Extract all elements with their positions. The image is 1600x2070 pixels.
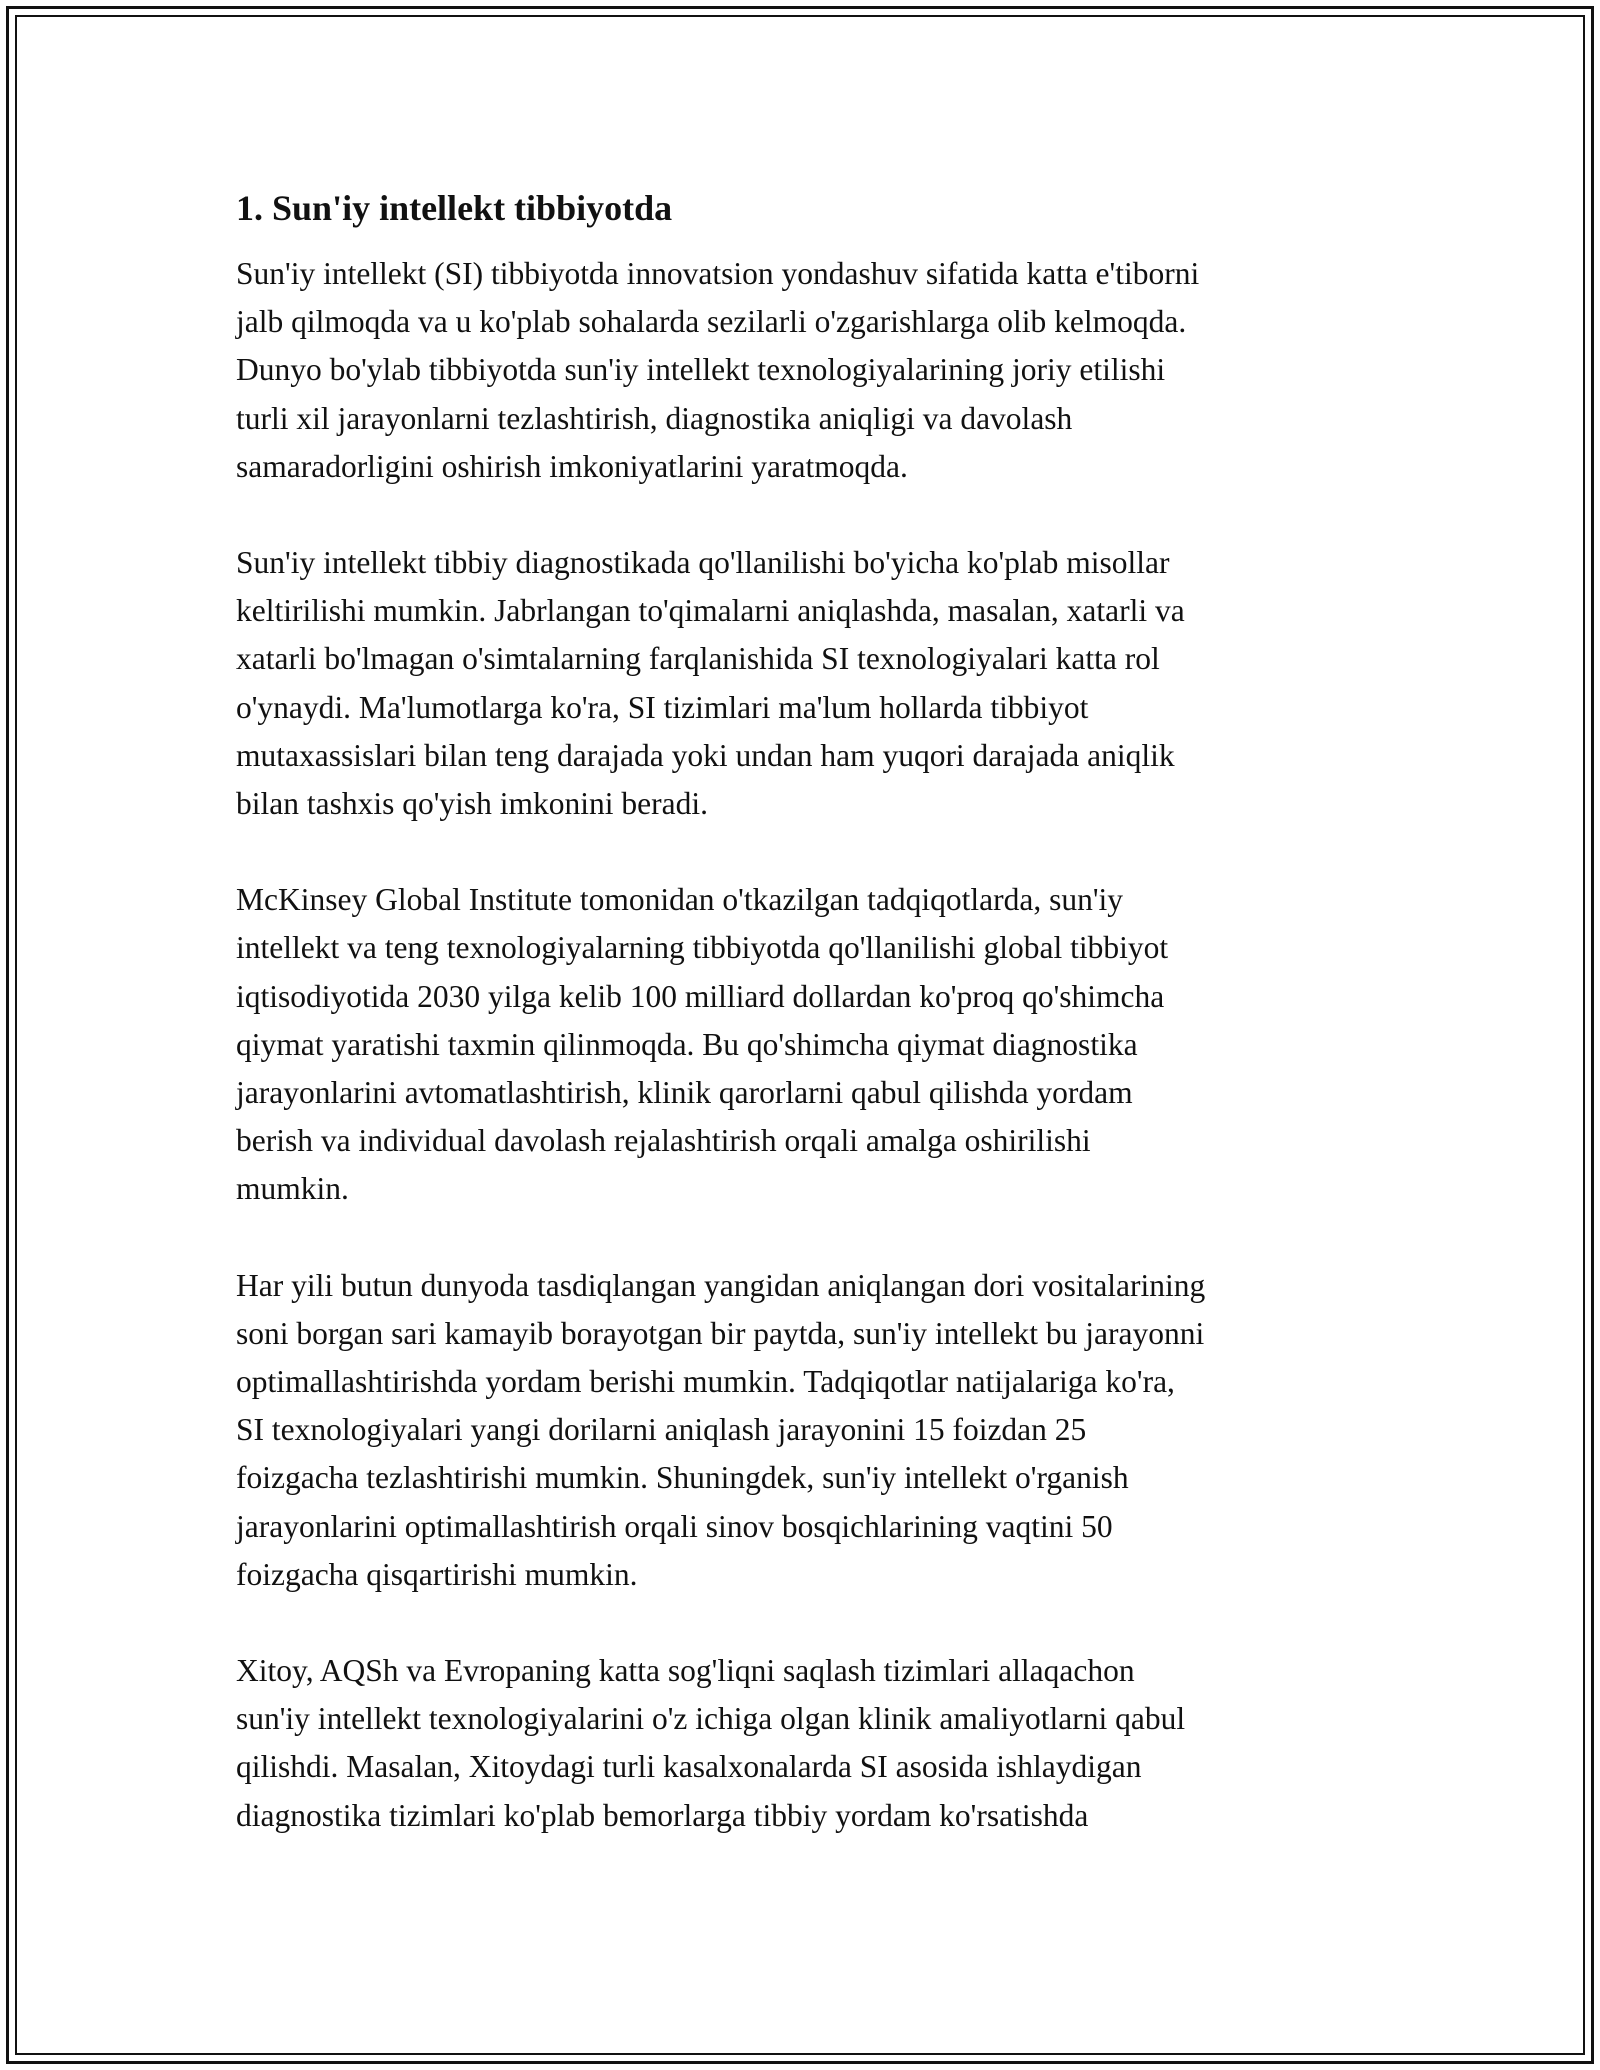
text-line: xatarli bo'lmagan o'simtalarning farqlanishida SI texnologiyalari katta rol [236, 641, 1160, 677]
text-line: Xitoy, AQSh va Evropaning katta sog'liqni saqlash tizimlari allaqachon [236, 1653, 1135, 1689]
text-line: sun'iy intellekt texnologiyalarini o'z ichiga olgan klinik amaliyotlarni qabul [236, 1701, 1186, 1737]
text-line: intellekt va teng texnologiyalarning tibbiyotda qo'llanilishi global tibbiyot [236, 930, 1169, 966]
text-line: jalb qilmoqda va u ko'plab sohalarda sezilarli o'zgarishlarga olib kelmoqda. [236, 304, 1187, 340]
document-body [236, 186, 1386, 1888]
text-line: berish va individual davolash rejalashtirish orqali amalga oshirilishi [236, 1123, 1091, 1159]
text-line: samaradorligini oshirish imkoniyatlarini yaratmoqda. [236, 448, 908, 484]
text-line: jarayonlarini avtomatlashtirish, klinik qarorlarni qabul qilishda yordam [236, 1075, 1133, 1111]
text-line: o'ynaydi. Ma'lumotlarga ko'ra, SI tizimlari ma'lum hollarda tibbiyot [236, 689, 1089, 725]
section-title: 1. Sun'iy intellekt tibbiyotda [236, 188, 673, 228]
text-line: diagnostika tizimlari ko'plab bemorlarga tibbiy yordam ko'rsatishda [236, 1797, 1089, 1833]
paragraph-2 [236, 539, 1386, 828]
text-line: bilan tashxis qo'yish imkonini beradi. [236, 786, 709, 822]
text-line: keltirilishi mumkin. Jabrlangan to'qimalarni aniqlashda, masalan, xatarli va [236, 593, 1185, 629]
text-line: soni borgan sari kamayib borayotgan bir paytda, sun'iy intellekt bu jarayonni [236, 1315, 1205, 1351]
text-line: SI texnologiyalari yangi dorilarni aniqlash jarayonini 15 foizdan 25 [236, 1412, 1087, 1448]
text-line: Sun'iy intellekt tibbiy diagnostikada qo'llanilishi bo'yicha ko'plab misollar [236, 545, 1170, 581]
text-line: optimallashtirishda yordam berishi mumkin. Tadqiqotlar natijalariga ko'ra, [236, 1364, 1175, 1400]
paragraph-3 [236, 876, 1386, 1213]
text-line: qiymat yaratishi taxmin qilinmoqda. Bu qo'shimcha qiymat diagnostika [236, 1026, 1138, 1062]
text-line: mumkin. [236, 1171, 349, 1207]
text-line: Har yili butun dunyoda tasdiqlangan yangidan aniqlangan dori vositalarining [236, 1267, 1206, 1303]
text-line: Sun'iy intellekt (SI) tibbiyotda innovatsion yondashuv sifatida katta e'tiborni [236, 256, 1200, 291]
text-line: iqtisodiyotida 2030 yilga kelib 100 milliard dollardan ko'proq qo'shimcha [236, 978, 1165, 1014]
paragraph-4 [236, 1262, 1386, 1599]
text-line: qilishdi. Masalan, Xitoydagi turli kasalxonalarda SI asosida ishlaydigan [236, 1749, 1142, 1785]
text-line: turli xil jarayonlarni tezlashtirish, diagnostika aniqligi va davolash [236, 400, 1073, 436]
text-line: McKinsey Global Institute tomonidan o'tkazilgan tadqiqotlarda, sun'iy [236, 882, 1124, 918]
text-line: jarayonlarini optimallashtirish orqali sinov bosqichlarining vaqtini 50 [236, 1508, 1113, 1544]
paragraph-1 [236, 250, 1386, 491]
text-line: foizgacha qisqartirishi mumkin. [236, 1556, 638, 1592]
text-line: foizgacha tezlashtirishi mumkin. Shuningdek, sun'iy intellekt o'rganish [236, 1460, 1129, 1496]
paragraph-5 [236, 1647, 1386, 1840]
text-line: Dunyo bo'ylab tibbiyotda sun'iy intellekt texnologiyalarining joriy etilishi [236, 352, 1166, 388]
text-line: mutaxassislari bilan teng darajada yoki undan ham yuqori darajada aniqlik [236, 737, 1175, 773]
